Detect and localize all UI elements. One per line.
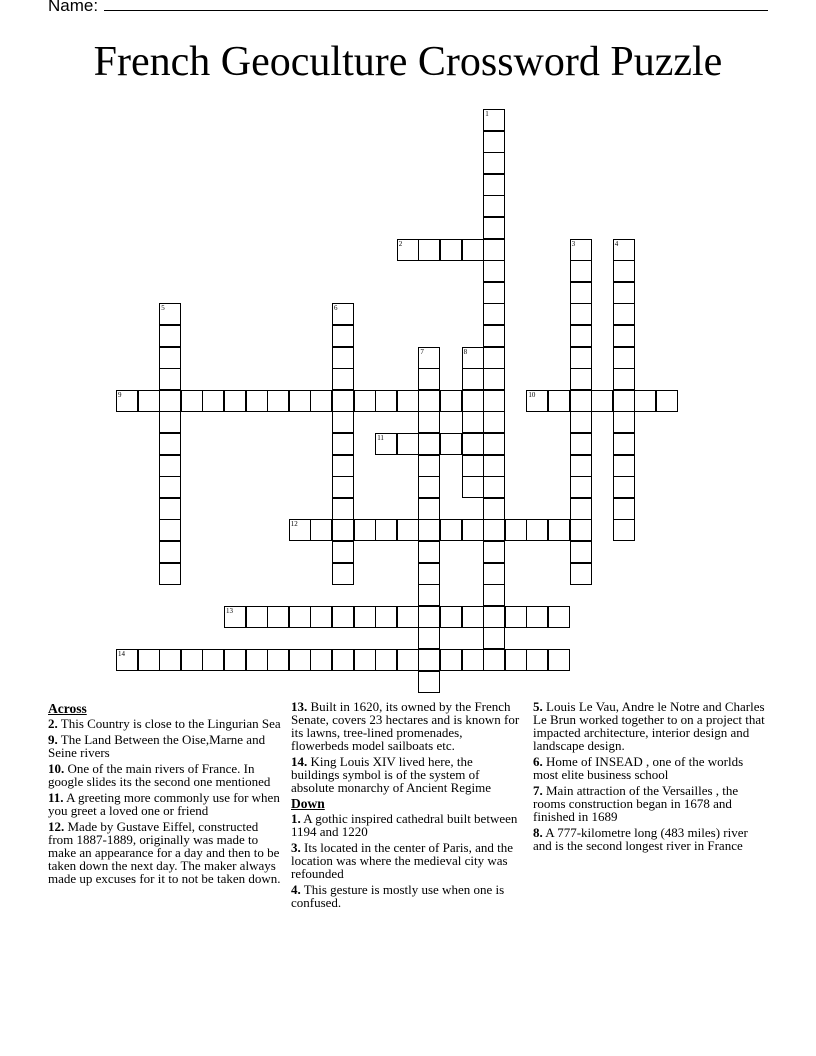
- grid-cell[interactable]: [613, 325, 635, 347]
- grid-cell[interactable]: [310, 606, 332, 628]
- grid-cell[interactable]: [613, 433, 635, 455]
- grid-cell[interactable]: [483, 433, 505, 455]
- grid-cell[interactable]: [570, 368, 592, 390]
- grid-cell[interactable]: [613, 411, 635, 433]
- grid-cell[interactable]: [526, 519, 548, 541]
- grid-cell[interactable]: [483, 411, 505, 433]
- grid-cell[interactable]: [570, 347, 592, 369]
- grid-cell[interactable]: [332, 390, 354, 412]
- grid-cell[interactable]: [332, 498, 354, 520]
- grid-cell[interactable]: [526, 606, 548, 628]
- grid-cell[interactable]: [570, 282, 592, 304]
- grid-cell[interactable]: [310, 519, 332, 541]
- grid-cell[interactable]: [159, 649, 181, 671]
- grid-cell[interactable]: [483, 368, 505, 390]
- grid-cell[interactable]: [332, 455, 354, 477]
- grid-cell[interactable]: [483, 455, 505, 477]
- grid-cell[interactable]: [138, 390, 160, 412]
- grid-cell[interactable]: [246, 606, 268, 628]
- grid-cell[interactable]: [375, 433, 397, 455]
- grid-cell[interactable]: [310, 390, 332, 412]
- grid-cell[interactable]: [613, 476, 635, 498]
- grid-cell[interactable]: [462, 390, 484, 412]
- grid-cell[interactable]: [181, 390, 203, 412]
- clues-column-1: [48, 700, 284, 888]
- grid-cell[interactable]: [440, 433, 462, 455]
- grid-cell[interactable]: [418, 649, 440, 671]
- grid-cell[interactable]: [440, 239, 462, 261]
- grid-cell[interactable]: [418, 627, 440, 649]
- page-title: French Geoculture Crossword Puzzle: [93, 39, 723, 85]
- grid-cell[interactable]: [634, 390, 656, 412]
- grid-cell[interactable]: [159, 476, 181, 498]
- grid-cell[interactable]: [418, 411, 440, 433]
- grid-cell[interactable]: [267, 606, 289, 628]
- grid-cell[interactable]: [526, 390, 548, 412]
- grid-cell[interactable]: [570, 411, 592, 433]
- grid-cell[interactable]: [483, 584, 505, 606]
- grid-cell[interactable]: [181, 649, 203, 671]
- cell-number: 3: [571, 239, 576, 248]
- grid-cell[interactable]: [332, 541, 354, 563]
- grid-cell[interactable]: [526, 649, 548, 671]
- grid-cell[interactable]: [570, 476, 592, 498]
- cell-number: 12: [290, 520, 298, 529]
- grid-cell[interactable]: [375, 390, 397, 412]
- grid-cell[interactable]: [505, 649, 527, 671]
- grid-cell[interactable]: [570, 433, 592, 455]
- clue-down-8: 8. A 777-kilometre long (483 miles) river and is the second longest river in France: [533, 825, 748, 853]
- clue-down-1: 1. A gothic inspired cathedral built between 1194 and 1220: [291, 811, 518, 839]
- across-heading: Across: [48, 701, 87, 716]
- grid-cell[interactable]: [462, 476, 484, 498]
- grid-cell[interactable]: [613, 455, 635, 477]
- grid-cell[interactable]: [483, 260, 505, 282]
- grid-cell[interactable]: [332, 476, 354, 498]
- grid-cell[interactable]: [483, 282, 505, 304]
- grid-cell[interactable]: [246, 649, 268, 671]
- grid-cell[interactable]: [613, 347, 635, 369]
- cell-number: 13: [226, 606, 233, 615]
- grid-cell[interactable]: [418, 541, 440, 563]
- cell-number: 6: [334, 304, 338, 313]
- grid-cell[interactable]: [591, 390, 613, 412]
- clues-column-3: [533, 700, 769, 855]
- grid-cell[interactable]: [462, 347, 484, 369]
- grid-cell[interactable]: [116, 649, 138, 671]
- grid-cell[interactable]: [418, 368, 440, 390]
- grid-cell[interactable]: [224, 390, 246, 412]
- grid-cell[interactable]: [159, 347, 181, 369]
- grid-cell[interactable]: [483, 131, 505, 153]
- grid-cell[interactable]: [354, 519, 376, 541]
- cell-number: 5: [161, 304, 165, 313]
- grid-cell[interactable]: [332, 433, 354, 455]
- grid-cell[interactable]: [483, 195, 505, 217]
- grid-cell[interactable]: [332, 606, 354, 628]
- grid-cell[interactable]: [613, 282, 635, 304]
- grid-cell[interactable]: [397, 239, 419, 261]
- grid-cell[interactable]: [570, 541, 592, 563]
- cell-number: 2: [398, 239, 403, 248]
- grid-cell[interactable]: [332, 563, 354, 585]
- grid-cell[interactable]: [548, 606, 570, 628]
- grid-cell[interactable]: [483, 541, 505, 563]
- grid-cell[interactable]: [570, 563, 592, 585]
- clue-across-9: 9. The Land Between the Oise,Marne and Seine rivers: [48, 732, 266, 760]
- clue-down-6: 6. Home of INSEAD , one of the worlds most elite business school: [533, 754, 744, 782]
- clue-down-5: 5. Louis Le Vau, Andre le Notre and Charles Le Brun worked together to on a project that impacted architecture, interior design and landscape design.: [533, 699, 765, 753]
- grid-cell[interactable]: [570, 260, 592, 282]
- grid-cell[interactable]: [289, 390, 311, 412]
- grid-cell[interactable]: [440, 649, 462, 671]
- name-label: Name:: [48, 0, 99, 15]
- grid-cell[interactable]: [310, 649, 332, 671]
- grid-cell[interactable]: [570, 455, 592, 477]
- grid-cell[interactable]: [462, 433, 484, 455]
- grid-cell[interactable]: [483, 239, 505, 261]
- clue-down-7: 7. Main attraction of the Versailles , the rooms construction began in 1678 and finished in 1689: [533, 783, 739, 824]
- grid-cell[interactable]: [418, 455, 440, 477]
- grid-cell[interactable]: [483, 498, 505, 520]
- grid-cell[interactable]: [159, 519, 181, 541]
- grid-cell[interactable]: [440, 519, 462, 541]
- grid-cell[interactable]: [267, 390, 289, 412]
- grid-cell[interactable]: [483, 606, 505, 628]
- grid-cell[interactable]: [613, 239, 635, 261]
- clue-down-3: 3. Its located in the center of Paris, and the location was where the medieval city was refounded: [291, 840, 514, 881]
- clue-across-12: 12. Made by Gustave Eiffel, constructed from 1887-1889, originally was made to make an appearance for a day and then to be taken down the next day. The maker always made up excuses for it to not be taken down.: [48, 819, 281, 886]
- grid-cell[interactable]: [159, 411, 181, 433]
- grid-cell[interactable]: [267, 649, 289, 671]
- grid-cell[interactable]: [332, 303, 354, 325]
- grid-cell[interactable]: [397, 606, 419, 628]
- grid-cell[interactable]: [375, 649, 397, 671]
- cell-number: 4: [614, 239, 619, 248]
- grid-cell[interactable]: [570, 390, 592, 412]
- grid-cell[interactable]: [483, 152, 505, 174]
- grid-cell[interactable]: [418, 671, 440, 693]
- grid-cell[interactable]: [462, 649, 484, 671]
- grid-cell[interactable]: [462, 606, 484, 628]
- grid-cell[interactable]: [483, 347, 505, 369]
- grid-cell[interactable]: [462, 368, 484, 390]
- grid-cell[interactable]: [375, 606, 397, 628]
- cell-number: 1: [485, 110, 489, 118]
- grid-cell[interactable]: [613, 368, 635, 390]
- grid-cell[interactable]: [548, 649, 570, 671]
- grid-cell[interactable]: [418, 498, 440, 520]
- grid-cell[interactable]: [570, 498, 592, 520]
- grid-cell[interactable]: [505, 606, 527, 628]
- grid-cell[interactable]: [570, 519, 592, 541]
- grid-cell[interactable]: [332, 411, 354, 433]
- grid-cell[interactable]: [570, 303, 592, 325]
- grid-cell[interactable]: [656, 390, 678, 412]
- grid-cell[interactable]: [418, 390, 440, 412]
- grid-cell[interactable]: [159, 390, 181, 412]
- grid-cell[interactable]: [159, 498, 181, 520]
- grid-cell[interactable]: [397, 433, 419, 455]
- grid-cell[interactable]: [483, 627, 505, 649]
- grid-cell[interactable]: [116, 390, 138, 412]
- grid-cell[interactable]: [570, 239, 592, 261]
- cell-number: 11: [377, 434, 384, 442]
- grid-cell[interactable]: [483, 217, 505, 239]
- grid-cell[interactable]: [375, 519, 397, 541]
- grid-cell[interactable]: [138, 649, 160, 671]
- grid-cell[interactable]: [224, 649, 246, 671]
- grid-cell[interactable]: [202, 649, 224, 671]
- grid-cell[interactable]: [397, 519, 419, 541]
- grid-cell[interactable]: [613, 260, 635, 282]
- grid-cell[interactable]: [418, 519, 440, 541]
- grid-cell[interactable]: [613, 390, 635, 412]
- grid-cell[interactable]: [418, 606, 440, 628]
- cell-number: 14: [118, 650, 125, 658]
- grid-cell[interactable]: [354, 390, 376, 412]
- grid-cell[interactable]: [462, 519, 484, 541]
- down-heading: Down: [291, 796, 325, 811]
- grid-cell[interactable]: [332, 325, 354, 347]
- grid-cell[interactable]: [289, 649, 311, 671]
- grid-cell[interactable]: [418, 239, 440, 261]
- grid-cell[interactable]: [613, 519, 635, 541]
- grid-cell[interactable]: [462, 239, 484, 261]
- grid-cell[interactable]: [483, 109, 505, 131]
- grid-cell[interactable]: [570, 325, 592, 347]
- cell-number: 7: [420, 347, 424, 356]
- grid-cell[interactable]: [548, 390, 570, 412]
- grid-cell[interactable]: [332, 368, 354, 390]
- grid-cell[interactable]: [483, 563, 505, 585]
- grid-cell[interactable]: [397, 390, 419, 412]
- clue-across-2: 2. This Country is close to the Lingurian Sea: [48, 716, 281, 731]
- grid-cell[interactable]: [440, 390, 462, 412]
- grid-cell[interactable]: [548, 519, 570, 541]
- grid-cell[interactable]: [418, 347, 440, 369]
- grid-cell[interactable]: [483, 303, 505, 325]
- grid-cell[interactable]: [418, 433, 440, 455]
- grid-cell[interactable]: [246, 390, 268, 412]
- grid-cell[interactable]: [483, 649, 505, 671]
- grid-cell[interactable]: [505, 519, 527, 541]
- clues-column-2: [291, 700, 523, 912]
- grid-cell[interactable]: [483, 476, 505, 498]
- grid-cell[interactable]: [159, 303, 181, 325]
- grid-cell[interactable]: [397, 649, 419, 671]
- grid-cell[interactable]: [159, 433, 181, 455]
- grid-cell[interactable]: [159, 541, 181, 563]
- grid-cell[interactable]: [354, 606, 376, 628]
- grid-cell[interactable]: [289, 606, 311, 628]
- grid-cell[interactable]: [332, 649, 354, 671]
- grid-cell[interactable]: [159, 455, 181, 477]
- clue-across-11: 11. A greeting more commonly use for when you greet a loved one or friend: [48, 790, 280, 818]
- grid-cell[interactable]: [462, 411, 484, 433]
- grid-cell[interactable]: [159, 368, 181, 390]
- grid-cell[interactable]: [354, 649, 376, 671]
- grid-cell[interactable]: [462, 455, 484, 477]
- grid-cell[interactable]: [483, 325, 505, 347]
- cell-number: 8: [463, 347, 468, 356]
- grid-cell[interactable]: [202, 390, 224, 412]
- grid-cell[interactable]: [613, 303, 635, 325]
- grid-cell[interactable]: [418, 563, 440, 585]
- grid-cell[interactable]: [483, 519, 505, 541]
- grid-cell[interactable]: [332, 347, 354, 369]
- clue-across-14: 14. King Louis XIV lived here, the buildings symbol is of the system of absolute monarchy of Ancient Regime: [291, 754, 492, 795]
- grid-cell[interactable]: [418, 476, 440, 498]
- grid-cell[interactable]: [418, 584, 440, 606]
- grid-cell[interactable]: [613, 498, 635, 520]
- cell-number: 9: [118, 390, 122, 399]
- cell-number: 10: [528, 390, 536, 399]
- grid-cell[interactable]: [332, 519, 354, 541]
- grid-cell[interactable]: [159, 325, 181, 347]
- clue-across-13: 13. Built in 1620, its owned by the French Senate, covers 23 hectares and is known for its lawns, tree-lined promenades, flowerbeds model sailboats etc.: [291, 699, 520, 753]
- grid-cell[interactable]: [483, 390, 505, 412]
- grid-cell[interactable]: [440, 606, 462, 628]
- grid-cell[interactable]: [159, 563, 181, 585]
- clue-across-10: 10. One of the main rivers of France. In google slides its the second one mentioned: [48, 761, 271, 789]
- grid-cell[interactable]: [224, 606, 246, 628]
- grid-cell[interactable]: [483, 174, 505, 196]
- grid-cell[interactable]: [289, 519, 311, 541]
- clue-down-4: 4. This gesture is mostly use when one is confused.: [291, 882, 505, 910]
